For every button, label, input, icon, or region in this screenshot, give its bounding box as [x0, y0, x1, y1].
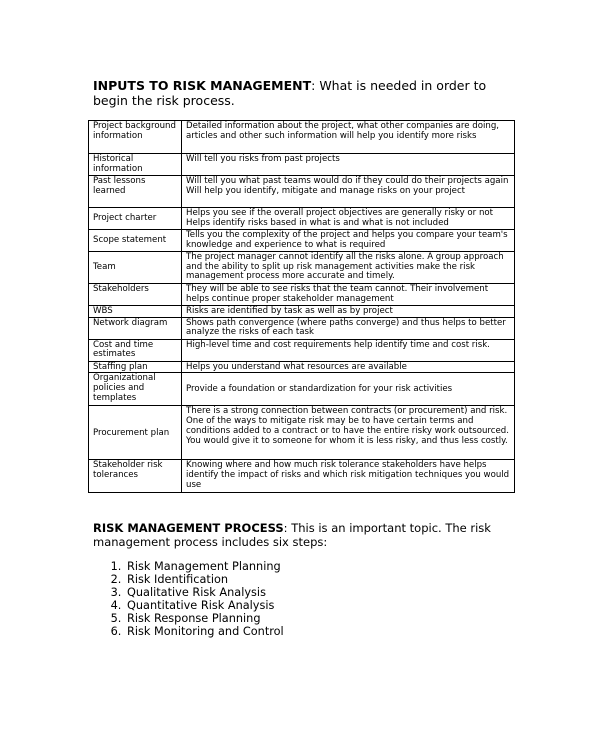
table-row [89, 339, 515, 361]
input-name: Team [89, 252, 182, 284]
input-description: High-level time and cost requirements help identify time and cost risk. [182, 339, 515, 361]
input-name: Cost and time estimates [89, 339, 182, 361]
description-line: Helps you see if the overall project objectives are generally risky or not Helps identify risks based in what is and what is not included [186, 208, 494, 228]
input-name: Staffing plan [89, 361, 182, 373]
input-description: Shows path convergence (where paths converge) and thus helps to better analyze the risks of each task [182, 317, 515, 339]
inputs-table [88, 120, 515, 493]
table-row [89, 317, 515, 339]
inputs-heading [93, 78, 513, 108]
table-row [89, 154, 515, 176]
table-row [89, 252, 515, 284]
list-item: 4. Quantitative Risk Analysis [125, 599, 284, 612]
list-item: 1. Risk Management Planning [125, 560, 284, 573]
table-row [89, 373, 515, 406]
process-heading [93, 521, 513, 549]
input-description [182, 176, 515, 208]
inputs-heading-bold: INPUTS TO RISK MANAGEMENT [93, 78, 312, 93]
table-row [89, 208, 515, 230]
list-item: 5. Risk Response Planning [125, 612, 284, 625]
table-row [89, 230, 515, 252]
table-row [89, 406, 515, 460]
input-name: Project background information [89, 121, 182, 154]
input-description: Knowing where and how much risk tolerance stakeholders have helps identify the impact of risks and which risk mitigation techniques you would use [182, 460, 515, 493]
input-description: They will be able to see risks that the team cannot. Their involvement helps continue proper stakeholder management [182, 284, 515, 306]
table-row [89, 306, 515, 318]
process-steps-list [93, 560, 284, 638]
table-row [89, 121, 515, 154]
process-heading-bold: RISK MANAGEMENT PROCESS [93, 521, 284, 535]
input-description: Will tell you risks from past projects [182, 154, 515, 176]
input-name: Scope statement [89, 230, 182, 252]
inputs-heading-text: : What is needed in order to begin the risk process. [93, 78, 487, 108]
input-description: Provide a foundation or standardization for your risk activities [182, 373, 515, 406]
list-item: 2. Risk Identification [125, 573, 284, 586]
input-name: WBS [89, 306, 182, 318]
list-item: 3. Qualitative Risk Analysis [125, 586, 284, 599]
input-name: Stakeholders [89, 284, 182, 306]
list-item: 6. Risk Monitoring and Control [125, 625, 284, 638]
description-line: Will tell you what past teams would do if they could do their projects again Will help you identify, mitigate and manage risks on your project [186, 176, 509, 196]
input-description: Helps you understand what resources are available [182, 361, 515, 373]
input-description: Detailed information about the project, what other companies are doing, articles and other such information will help you identify more risks [182, 121, 515, 154]
table-row [89, 361, 515, 373]
input-name: Stakeholder risk tolerances [89, 460, 182, 493]
input-name: Past lessons learned [89, 176, 182, 208]
process-heading-text: : This is an important topic. The risk management process includes six steps: [93, 521, 491, 549]
input-description: There is a strong connection between contracts (or procurement) and risk. One of the ways to mitigate risk may be to have certain terms and conditions added to a contract or to have the entire risky work outsourced. You would give it to someone for whom it is less risky, and thus less costly. [182, 406, 515, 460]
input-name: Historical information [89, 154, 182, 176]
input-name: Procurement plan [89, 406, 182, 460]
input-name: Network diagram [89, 317, 182, 339]
table-row [89, 284, 515, 306]
input-description: Tells you the complexity of the project and helps you compare your team's knowledge and experience to what is required [182, 230, 515, 252]
input-description [182, 208, 515, 230]
input-description: The project manager cannot identify all the risks alone. A group approach and the ability to split up risk management activities make the risk management process more accurate and timely. [182, 252, 515, 284]
table-row [89, 176, 515, 208]
input-name: Project charter [89, 208, 182, 230]
input-name: Organizational policies and templates [89, 373, 182, 406]
input-description: Risks are identified by task as well as by project [182, 306, 515, 318]
table-row [89, 460, 515, 493]
